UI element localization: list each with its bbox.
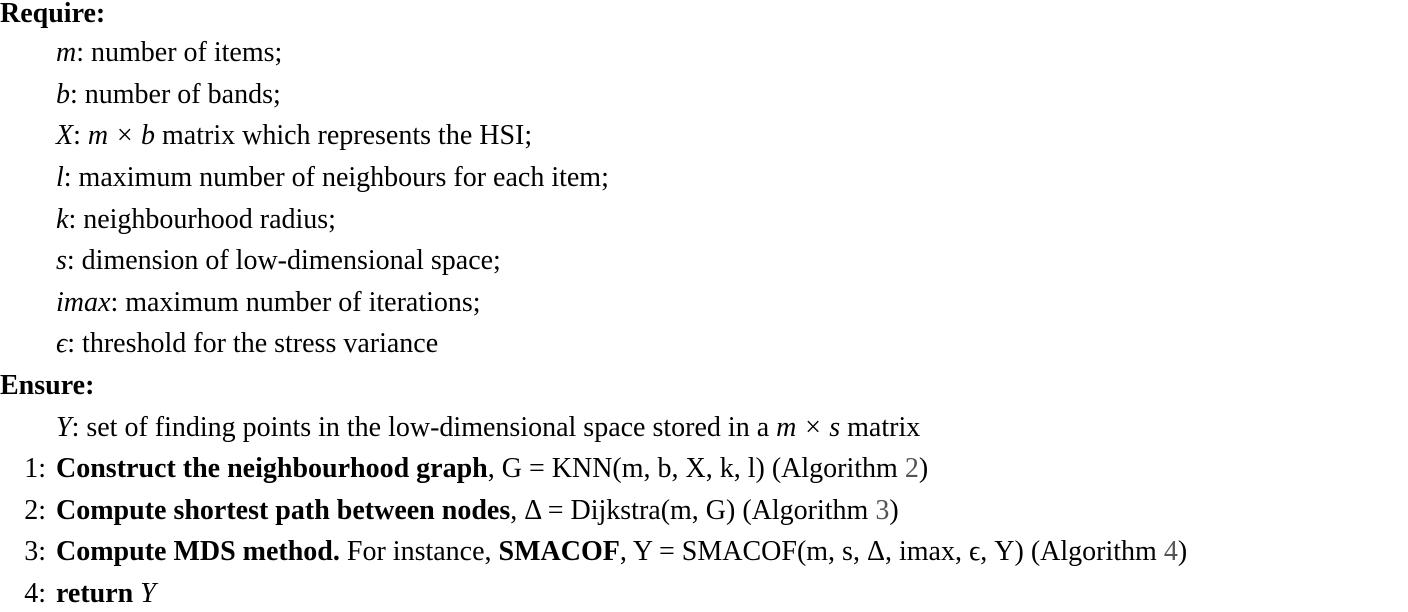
input-description: : threshold for the stress variance [67,328,439,359]
input-symbol: l [56,162,64,193]
step-title: Compute shortest path between nodes [56,495,511,526]
step-formula: , Δ = Dijkstra(m, G) (Algorithm [510,495,876,526]
step-formula: Y [133,578,156,609]
algorithm-reference-link[interactable]: 3 [875,495,890,526]
input-m [56,35,282,71]
step-number: 1: [24,453,46,484]
step-2 [0,493,1408,529]
input-description: matrix which represents the HSI; [155,120,533,151]
input-dimension: m × b [87,120,156,151]
algorithm-reference-link[interactable]: 4 [1163,536,1178,567]
input-description: : maximum number of iterations; [110,287,481,318]
step-title: return [56,578,134,609]
output-Y [56,410,920,446]
step-title: Construct the neighbourhood graph [56,453,488,484]
input-b [56,77,281,113]
input-symbol: k [56,204,69,235]
input-epsilon [56,326,438,362]
algorithm-reference-link[interactable]: 2 [904,453,919,484]
output-symbol: Y [56,412,72,443]
input-description: : dimension of low-dimensional space; [66,245,501,276]
step-tail: ) [889,495,899,526]
input-description: : maximum number of neighbours for each item; [63,162,609,193]
step-number: 2: [24,495,46,526]
step-1 [0,451,1408,487]
input-description: : number of items; [76,37,283,68]
require-heading: Require: [0,0,106,29]
input-symbol: imax [56,287,111,318]
step-number: 4: [24,578,46,609]
step-formula: , Y = SMACOF(m, s, Δ, imax, ϵ, Y) (Algorithm [619,536,1164,567]
input-s [56,243,501,279]
input-symbol: b [56,79,70,110]
input-symbol: s [56,245,67,276]
step-connector: For instance, [339,536,499,567]
step-formula: , G = KNN(m, b, X, k, l) (Algorithm [487,453,905,484]
input-symbol: X [56,120,74,151]
step-tail: ) [1177,536,1188,567]
step-4 [0,576,1408,612]
output-description-tail: matrix [840,412,921,443]
input-l [56,160,609,196]
step-number: 3: [24,536,46,567]
step-3 [0,534,1408,570]
input-symbol: m [56,37,77,68]
output-dimension: m × s [776,412,841,443]
step-title: Compute MDS method. [56,536,340,567]
method-name: SMACOF [498,536,620,567]
input-symbol: ϵ [56,328,68,359]
step-tail: ) [918,453,929,484]
input-description: : number of bands; [70,79,281,110]
input-X [56,118,532,154]
input-k [56,202,336,238]
input-imax [56,285,481,321]
input-description: : neighbourhood radius; [68,204,336,235]
ensure-heading: Ensure: [0,370,95,401]
output-description: : set of finding points in the low-dimensional space stored in a [71,412,777,443]
input-description-prefix: : [73,120,88,151]
